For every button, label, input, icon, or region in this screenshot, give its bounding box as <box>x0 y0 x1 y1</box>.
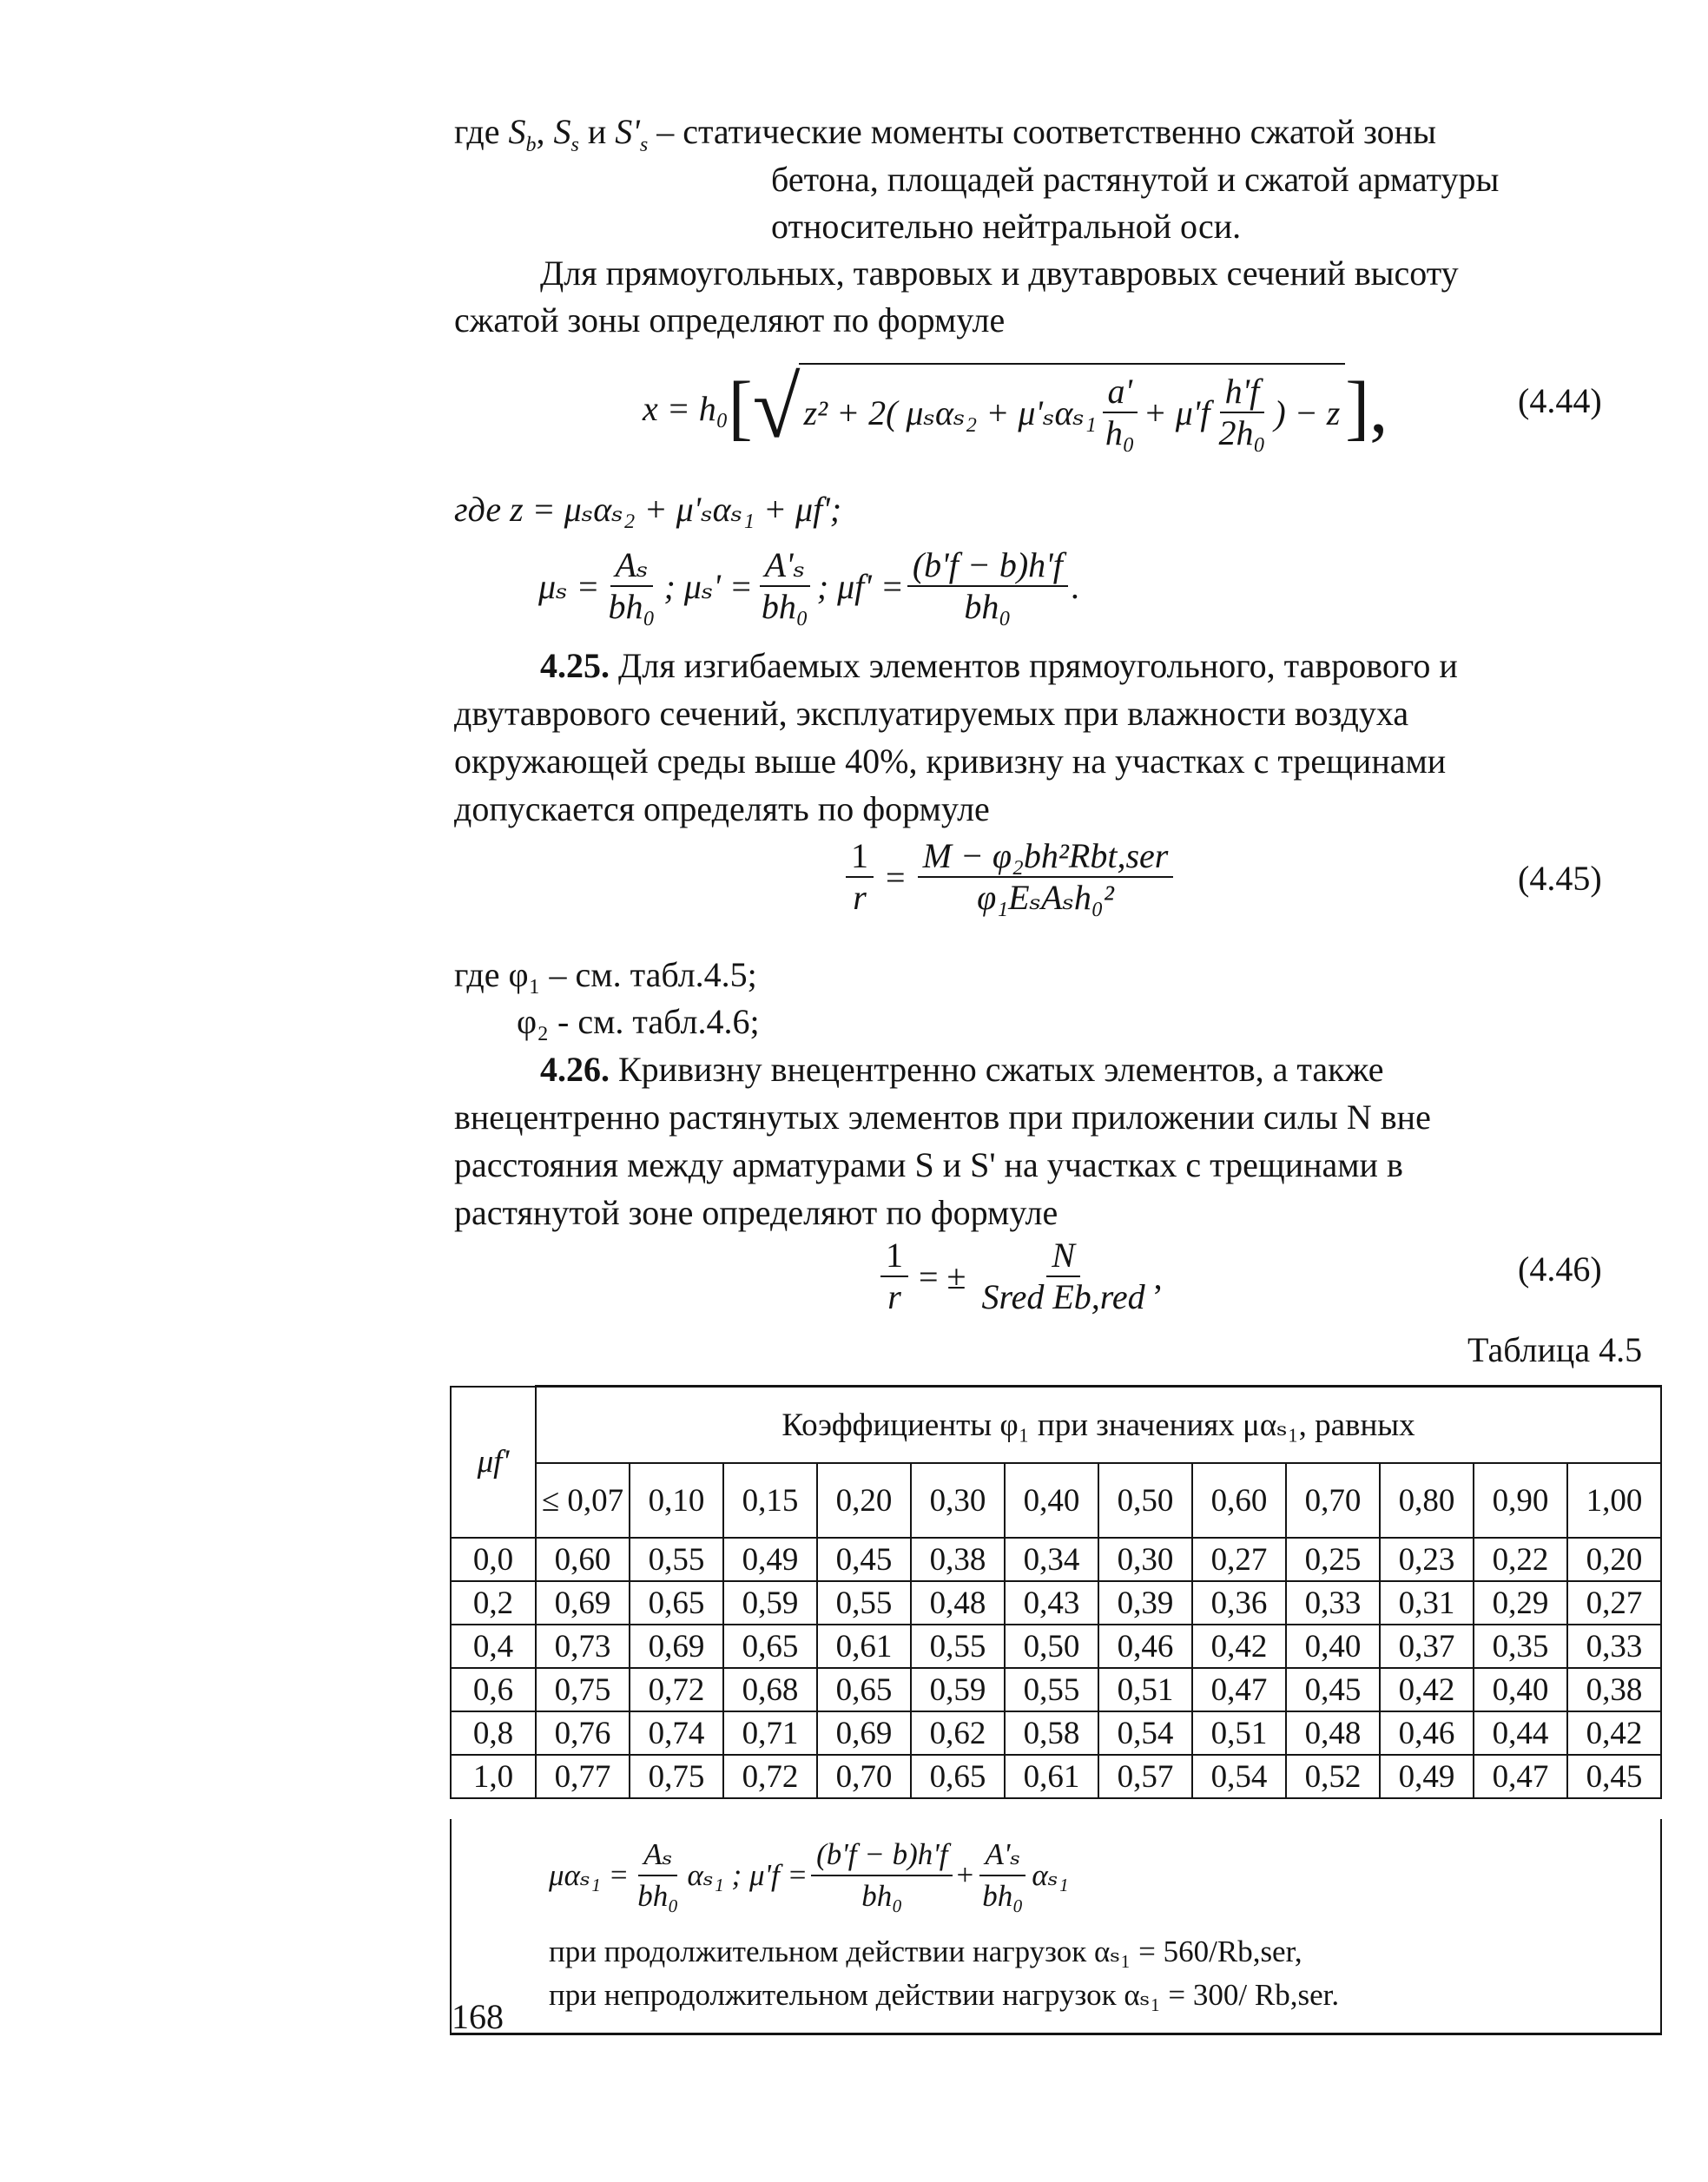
table-cell: 0,27 <box>1192 1538 1286 1581</box>
section-4-25-line-2: двутаврового сечений, эксплуатируемых при влажности воздуха <box>454 694 1409 733</box>
table-cell: 0,54 <box>1098 1711 1192 1755</box>
table-cell: 0,22 <box>1474 1538 1567 1581</box>
table-cell: 0,74 <box>630 1711 723 1755</box>
table-row <box>451 1711 1661 1755</box>
column-header: 0,40 <box>1005 1463 1098 1538</box>
column-header-row <box>451 1463 1661 1538</box>
row-label: 0,4 <box>451 1625 536 1668</box>
table-row <box>451 1668 1661 1711</box>
column-header: ≤ 0,07 <box>536 1463 630 1538</box>
table-cell: 0,51 <box>1192 1711 1286 1755</box>
table-cell: 0,50 <box>1005 1625 1098 1668</box>
table-cell: 0,61 <box>1005 1755 1098 1798</box>
mu-definitions: μₛ = $\frac{\text{Aₛ}}{\text{bh₀}}$ ; μₛ' = $\frac{\text{A'ₛ}}{\text{bh₀}}$ ; μf' = $\frac{(b'f - b)h'f}{\text{bh₀}}$ . <box>538 545 1080 626</box>
where-phi1-line: где φ₁ – см. табл.4.5; <box>454 955 757 994</box>
table-row <box>451 1625 1661 1668</box>
table-note-formula: μαₛ₁ = $\frac{\text{Aₛ}}{\text{bh₀}}$ αₛ₁ ; μ'f = $\frac{(b'f - b)h'f}{\text{bh₀}}$ + $\frac{\text{A'ₛ}}{\text{bh₀}}$ αₛ₁ <box>549 1828 1069 1923</box>
table-cell: 0,44 <box>1474 1711 1567 1755</box>
table-cell: 0,45 <box>1567 1755 1661 1798</box>
table-cell: 0,54 <box>1192 1755 1286 1798</box>
definition-line-2: бетона, площадей растянутой и сжатой арматуры <box>771 160 1500 199</box>
coefficients-table <box>450 1385 1662 1799</box>
table-cell: 0,27 <box>1567 1581 1661 1625</box>
note-long-load: при продолжительном действии нагрузок αₛ₁ = 560/Rb,ser, <box>549 1935 1302 1968</box>
table-cell: 0,65 <box>911 1755 1005 1798</box>
table-cell: 0,59 <box>723 1581 817 1625</box>
paragraph-line-2: сжатой зоны определяют по формуле <box>454 300 1006 339</box>
sqrt-expression: z² + 2( μₛαₛ₂ + μ'ₛαₛ₁ $\frac{a'}{\text{h₀}}$ + μ'f $\frac{h'f}{\text{2h₀}}$ ) − z <box>799 363 1346 453</box>
equation-number-4-45: (4.45) <box>1518 859 1602 898</box>
table-cell: 0,60 <box>536 1538 630 1581</box>
table-cell: 0,69 <box>536 1581 630 1625</box>
note-short-load: при непродолжительном действии нагрузок αₛ₁ = 300/ Rb,ser. <box>549 1978 1340 2012</box>
table-cell: 0,62 <box>911 1711 1005 1755</box>
table-cell: 0,55 <box>911 1625 1005 1668</box>
table-cell: 0,72 <box>723 1755 817 1798</box>
table-cell: 0,33 <box>1286 1581 1380 1625</box>
table-cell: 0,48 <box>1286 1711 1380 1755</box>
table-cell: 0,42 <box>1192 1625 1286 1668</box>
table-cell: 0,20 <box>1567 1538 1661 1581</box>
formula-4-45: $\frac{1}{r}$ = $\frac{\text{M − φ₂bh²Rbt,ser}}{\text{φ₁EₛAₛh₀²}}$ <box>842 829 1177 925</box>
section-4-25-line-3: окружающей среды выше 40%, кривизну на участках с трещинами <box>454 742 1447 781</box>
page-number: 168 <box>452 1997 504 2036</box>
table-header-row <box>451 1387 1661 1464</box>
section-4-25-line-4: допускается определять по формуле <box>454 789 990 828</box>
table-cell: 0,76 <box>536 1711 630 1755</box>
table-cell: 0,52 <box>1286 1755 1380 1798</box>
table-cell: 0,75 <box>536 1668 630 1711</box>
section-4-26-line-2: внецентренно растянутых элементов при приложении силы N вне <box>454 1098 1431 1137</box>
where-phi2-line: φ₂ - см. табл.4.6; <box>517 1002 760 1041</box>
table-row <box>451 1538 1661 1581</box>
table-row <box>451 1581 1661 1625</box>
table-cell: 0,65 <box>817 1668 911 1711</box>
table-cell: 0,46 <box>1098 1625 1192 1668</box>
table-cell: 0,45 <box>817 1538 911 1581</box>
table-cell: 0,73 <box>536 1625 630 1668</box>
table-cell: 0,68 <box>723 1668 817 1711</box>
table-cell: 0,30 <box>1098 1538 1192 1581</box>
table-cell: 0,40 <box>1474 1668 1567 1711</box>
table-cell: 0,29 <box>1474 1581 1567 1625</box>
column-header: 0,80 <box>1380 1463 1474 1538</box>
table-cell: 0,35 <box>1474 1625 1567 1668</box>
column-header: 0,30 <box>911 1463 1005 1538</box>
group-header-cell: Коэффициенты φ₁ при значениях μαₛ₁, равных <box>536 1387 1661 1464</box>
table-cell: 0,45 <box>1286 1668 1380 1711</box>
row-label: 0,2 <box>451 1581 536 1625</box>
table-cell: 0,31 <box>1380 1581 1474 1625</box>
table-cell: 0,57 <box>1098 1755 1192 1798</box>
section-4-25-line-1: 4.25. Для изгибаемых элементов прямоугольного, таврового и <box>540 646 1458 685</box>
table-cell: 0,58 <box>1005 1711 1098 1755</box>
equation-number-4-46: (4.46) <box>1518 1249 1602 1289</box>
table-cell: 0,40 <box>1286 1625 1380 1668</box>
row-header-cell: μf' <box>451 1387 536 1539</box>
table-cell: 0,43 <box>1005 1581 1098 1625</box>
definition-line-3: относительно нейтральной оси. <box>771 207 1242 246</box>
table-cell: 0,47 <box>1474 1755 1567 1798</box>
paragraph-line-1: Для прямоугольных, тавровых и двутавровых сечений высоту <box>540 254 1459 293</box>
table-cell: 0,61 <box>817 1625 911 1668</box>
formula-4-44: x = h₀ [ √ z² + 2( μₛαₛ₂ + μ'ₛαₛ₁ $\frac{a'}{\text{h₀}}$ + μ'f $\frac{h'f}{\text{2h₀}}$ ) − z ], <box>643 359 1388 456</box>
table-cell: 0,47 <box>1192 1668 1286 1711</box>
fraction-a-h0: $\frac{a'}{\text{h₀}}$ <box>1100 372 1140 453</box>
table-cell: 0,65 <box>630 1581 723 1625</box>
table-cell: 0,42 <box>1567 1711 1661 1755</box>
fraction-hf-2h0: $\frac{h'f}{\text{2h₀}}$ <box>1218 372 1266 452</box>
table-cell: 0,48 <box>911 1581 1005 1625</box>
row-label: 0,0 <box>451 1538 536 1581</box>
section-4-26-line-1: 4.26. Кривизну внецентренно сжатых элементов, а также <box>540 1050 1384 1089</box>
table-cell: 0,36 <box>1192 1581 1286 1625</box>
column-header: 1,00 <box>1567 1463 1661 1538</box>
table-cell: 0,69 <box>630 1625 723 1668</box>
table-cell: 0,42 <box>1380 1668 1474 1711</box>
table-caption: Таблица 4.5 <box>1467 1330 1643 1369</box>
table-cell: 0,65 <box>723 1625 817 1668</box>
section-4-26-line-3: расстояния между арматурами S и S' на участках с трещинами в <box>454 1145 1403 1184</box>
row-label: 0,8 <box>451 1711 536 1755</box>
column-header: 0,20 <box>817 1463 911 1538</box>
table-cell: 0,46 <box>1380 1711 1474 1755</box>
table-cell: 0,51 <box>1098 1668 1192 1711</box>
column-header: 0,10 <box>630 1463 723 1538</box>
column-header: 0,90 <box>1474 1463 1567 1538</box>
table-cell: 0,37 <box>1380 1625 1474 1668</box>
column-header: 0,15 <box>723 1463 817 1538</box>
table-cell: 0,39 <box>1098 1581 1192 1625</box>
equation-number-4-44: (4.44) <box>1518 381 1602 420</box>
table-cell: 0,34 <box>1005 1538 1098 1581</box>
table-cell: 0,25 <box>1286 1538 1380 1581</box>
table-cell: 0,71 <box>723 1711 817 1755</box>
row-label: 1,0 <box>451 1755 536 1798</box>
table-cell: 0,55 <box>1005 1668 1098 1711</box>
column-header: 0,50 <box>1098 1463 1192 1538</box>
table-cell: 0,23 <box>1380 1538 1474 1581</box>
column-header: 0,60 <box>1192 1463 1286 1538</box>
table-cell: 0,77 <box>536 1755 630 1798</box>
column-header: 0,70 <box>1286 1463 1380 1538</box>
table-cell: 0,55 <box>630 1538 723 1581</box>
section-4-26-line-4: растянутой зоне определяют по формуле <box>454 1193 1058 1232</box>
table-cell: 0,75 <box>630 1755 723 1798</box>
table-row <box>451 1755 1661 1798</box>
table-cell: 0,69 <box>817 1711 911 1755</box>
where-z-line: где z = μₛαₛ₂ + μ'ₛαₛ₁ + μf'; <box>454 490 842 529</box>
table-cell: 0,70 <box>817 1755 911 1798</box>
table-cell: 0,72 <box>630 1668 723 1711</box>
table-cell: 0,38 <box>911 1538 1005 1581</box>
table-cell: 0,59 <box>911 1668 1005 1711</box>
table-cell: 0,49 <box>723 1538 817 1581</box>
table-cell: 0,33 <box>1567 1625 1661 1668</box>
table-cell: 0,55 <box>817 1581 911 1625</box>
row-label: 0,6 <box>451 1668 536 1711</box>
definition-line-1: где $S_b$, $S_s$ и $S'_s$ – статические моменты соответственно сжатой зоны <box>454 112 1436 156</box>
table-cell: 0,49 <box>1380 1755 1474 1798</box>
table-cell: 0,38 <box>1567 1668 1661 1711</box>
formula-4-46: $\frac{1}{r}$ = ± $\frac{N}{\text{Sred Eb,red}}$ , <box>877 1229 1163 1324</box>
